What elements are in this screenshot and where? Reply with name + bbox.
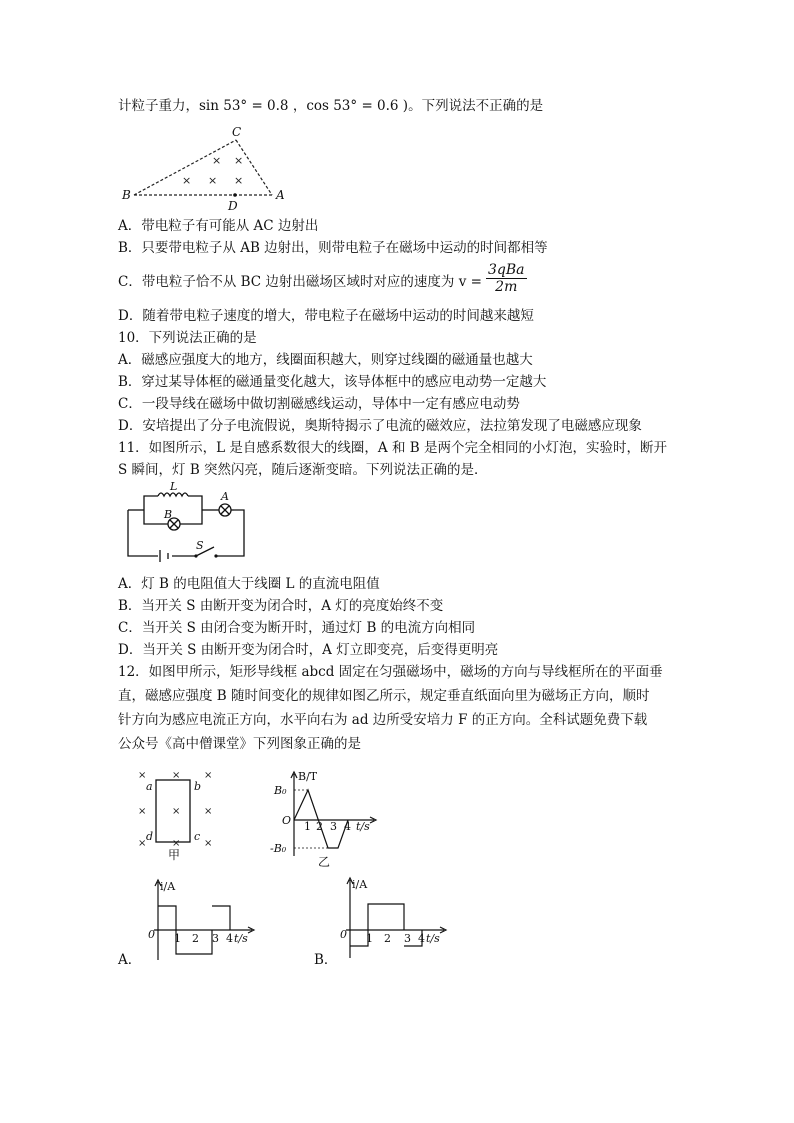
label-a: a (146, 780, 153, 793)
b0-label: B₀ (274, 784, 287, 797)
tick-1: 1 (304, 820, 311, 833)
tick-4: 4 (418, 932, 425, 945)
caption-yi: 乙 (318, 855, 331, 868)
svg-text:×: × (204, 806, 213, 817)
tick-2: 2 (384, 932, 391, 945)
label-c: C (232, 125, 242, 139)
q11-option-c: C．当开关 S 由闭合变为断开时，通过灯 B 的电流方向相同 (118, 620, 476, 636)
svg-text:×: × (204, 770, 213, 781)
tick-2: 2 (316, 820, 323, 833)
q10-option-a: A．磁感应强度大的地方，线圈面积越大，则穿过线圈的磁通量也越大 (118, 352, 533, 368)
tick-1: 1 (174, 932, 181, 945)
origin-label: 0 (148, 928, 155, 941)
svg-text:×: × (138, 806, 147, 817)
q10-option-d: D．安培提出了分子电流假说，奥斯特揭示了电流的磁效应，法拉第发现了电磁感应现象 (118, 418, 642, 434)
tick-4: 4 (344, 820, 351, 833)
q9-option-b: B．只要带电粒子从 AB 边射出，则带电粒子在磁场中运动的时间都相等 (118, 240, 548, 256)
label-d: D (228, 199, 238, 213)
label-a: A (276, 188, 285, 202)
q10-option-c: C．一段导线在磁场中做切割磁感线运动，导体中一定有感应电动势 (118, 396, 520, 412)
neg-b0-label: -B₀ (270, 842, 287, 855)
svg-text:×: × (138, 770, 147, 781)
q10-option-b: B．穿过某导体框的磁通量变化越大，该导体框中的感应电动势一定越大 (118, 374, 547, 390)
q12-option-b-label: B． (314, 952, 338, 968)
y-axis-label: i/A (352, 878, 368, 891)
q12-graph-b (338, 876, 450, 962)
svg-text:×: × (234, 154, 244, 167)
q11-option-d: D．当开关 S 由断开变为闭合时，A 灯立即变亮，后变得更明亮 (118, 642, 499, 658)
q11-stem-line1: 11．如图所示，L 是自感系数很大的线圈，A 和 B 是两个完全相同的小灯泡，实验时，断开 (118, 440, 667, 456)
label-s: S (196, 539, 204, 552)
tick-3: 3 (330, 820, 337, 833)
label-a: A (221, 490, 229, 503)
q11-circuit-figure (122, 480, 252, 566)
q11-option-a: A．灯 B 的电阻值大于线圈 L 的直流电阻值 (118, 576, 380, 592)
tick-3: 3 (404, 932, 411, 945)
label-c: c (194, 830, 201, 843)
x-axis-label: t/s (234, 932, 248, 945)
q12-figure-jia (136, 766, 222, 862)
origin-label: O (282, 814, 292, 827)
caption-jia: 甲 (168, 848, 181, 862)
q12-option-a-label: A． (118, 952, 142, 968)
x-axis-label: t/s (426, 932, 440, 945)
label-l: L (170, 480, 178, 493)
q11-stem-line2: S 瞬间，灯 B 突然闪亮，随后逐渐变暗。下列说法正确的是． (118, 462, 488, 478)
tick-4: 4 (226, 932, 233, 945)
svg-text:×: × (138, 838, 147, 849)
tick-2: 2 (192, 932, 199, 945)
q9-velocity-fraction (486, 262, 527, 295)
q9-intro: 计粒子重力，sin 53° = 0.8 ，cos 53° = 0.6 )。下列说法不正确的是 (118, 98, 544, 114)
svg-text:×: × (172, 838, 181, 849)
label-b: b (194, 780, 202, 793)
q9-option-a: A．带电粒子有可能从 AC 边射出 (118, 218, 319, 234)
svg-text:×: × (172, 806, 181, 817)
q12-stem-line3: 针方向为感应电流正方向，水平向右为 ad 边所受安培力 F 的正方向。全科试题免费下载 (118, 712, 648, 728)
svg-text:×: × (208, 174, 218, 187)
label-d: d (146, 830, 154, 843)
q10-stem: 10．下列说法正确的是 (118, 330, 257, 346)
svg-text:×: × (212, 154, 222, 167)
q9-option-d: D．随着带电粒子速度的增大，带电粒子在磁场中运动的时间越来越短 (118, 308, 534, 324)
q9-option-c: C．带电粒子恰不从 BC 边射出磁场区域时对应的速度为 v = (118, 274, 482, 290)
q12-stem-line1: 12．如图甲所示，矩形导线框 abcd 固定在匀强磁场中，磁场的方向与导线框所在的平面垂 (118, 664, 663, 680)
origin-label: 0 (340, 928, 347, 941)
x-axis-label: t/s (356, 820, 370, 833)
q12-figure-yi (270, 768, 380, 868)
frac-numerator: 3qBa (488, 262, 525, 278)
q12-stem-line2: 直，磁感应强度 B 随时间变化的规律如图乙所示，规定垂直纸面向里为磁场正方向，顺时 (118, 688, 650, 704)
label-b: B (164, 508, 173, 521)
svg-text:×: × (172, 770, 181, 781)
svg-text:×: × (234, 174, 244, 187)
y-axis-label: i/A (160, 880, 176, 893)
tick-3: 3 (212, 932, 219, 945)
q11-option-b: B．当开关 S 由断开变为闭合时，A 灯的亮度始终不变 (118, 598, 444, 614)
label-b: B (122, 188, 131, 202)
y-axis-label: B/T (298, 770, 318, 783)
q12-stem-line4: 公众号《高中僧课堂》下列图象正确的是 (118, 736, 361, 752)
q12-graph-a (146, 878, 258, 964)
svg-text:×: × (204, 838, 213, 849)
q9-triangle-figure (120, 124, 290, 214)
tick-1: 1 (366, 932, 373, 945)
frac-denominator: 2m (495, 279, 518, 295)
svg-text:×: × (182, 174, 192, 187)
